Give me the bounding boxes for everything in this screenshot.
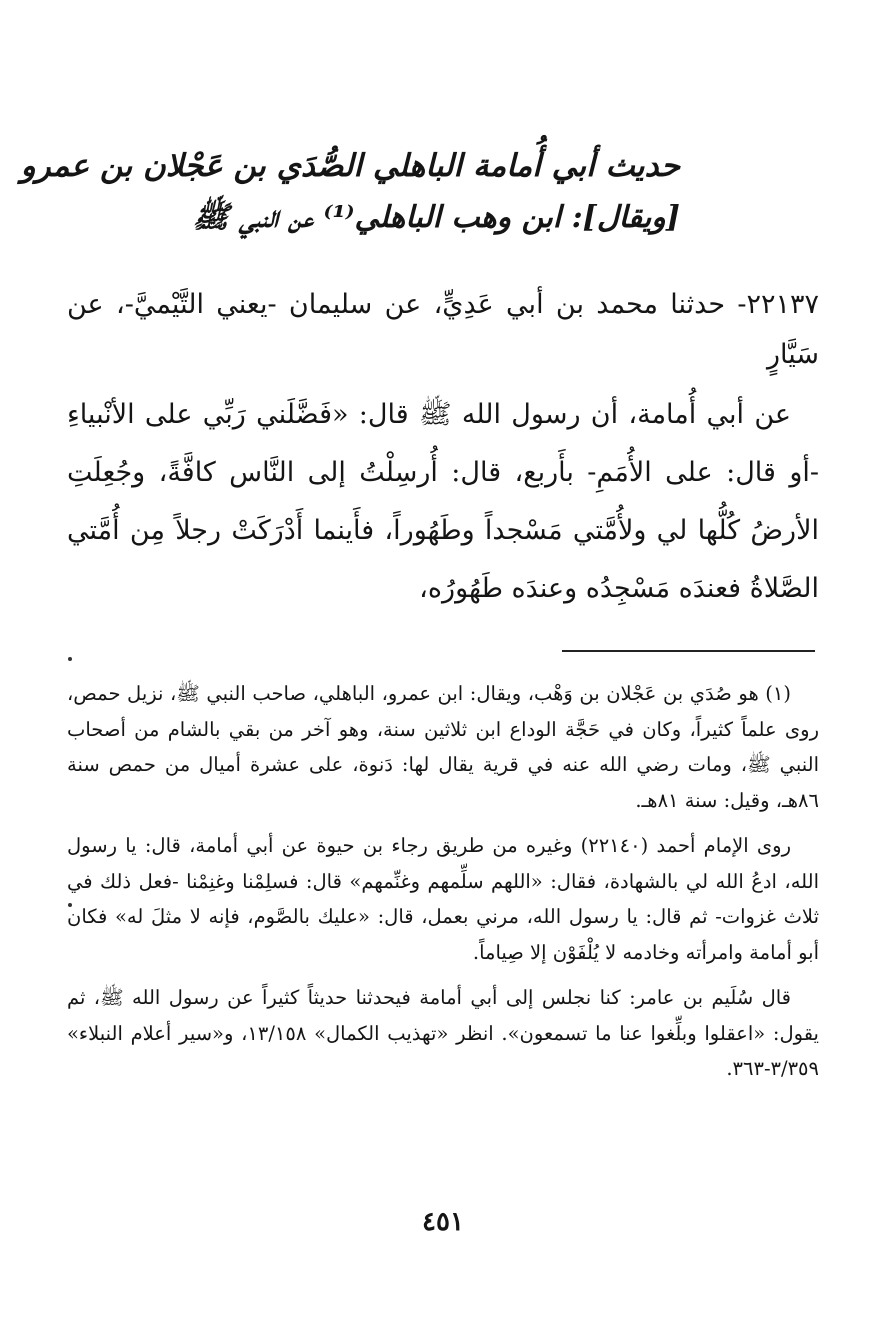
hadith-text (67, 280, 819, 618)
heading-line-2: [ويقال]: ابن وهب الباهلي⁽¹⁾ عن النبي ﷺ (192, 200, 680, 235)
footnotes (67, 676, 819, 1097)
footnote-separator (562, 650, 815, 652)
hadith-chain: ٢٢١٣٧- حدثنا محمد بن أبي عَدِيٍّ، عن سليمان -يعني التَّيْميَّ-، عن سَيَّارٍ (67, 289, 819, 370)
footnote-paragraph: روى الإمام أحمد (٢٢١٤٠) وغيره من طريق رجاء بن حيوة عن أبي أمامة، قال: يا رسول الله، ادعُ الله لي بالشهادة، فقال: «اللهم سلِّمهم وغنِّمهم» قال: فسلِمْنا وغنِمْنا -فعل ذلك في ثلاث غزوات- ثم قال: يا رسول الله، مرني بعمل، قال: «عليك بالصَّوم، فإنه لا مثلَ له» فكان أبو أمامة وامرأته وخادمه لا يُلْفَوْن إلا صِياماً. (67, 834, 819, 964)
chapter-heading (20, 140, 680, 244)
page-number: ٤٥١ (422, 1207, 464, 1237)
heading-line-1: حديث أبي أُمامة الباهلي الصُّدَي بن عَجْلان بن عمرو (20, 148, 680, 184)
hadith-body: عن أبي أُمامة، أن رسول الله ﷺ قال: «فَضَّلَني رَبِّي على الأنْبياءِ -أو قال: على الأُمَمِ- بأَربع، قال: أُرسِلْتُ إلى النَّاس كافَّةً، وجُعِلَتِ الأرضُ كُلُّها لي ولأُمَّتي مَسْجداً وطَهُوراً، فأَينما أَدْرَكَتْ رجلاً مِن أُمَّتي الصَّلاةُ فعندَه مَسْجِدُه وعندَه طَهُورُه، (67, 399, 819, 604)
footnote-paragraph: قال سُلَيم بن عامر: كنا نجلس إلى أبي أمامة فيحدثنا حديثاً كثيراً عن رسول الله ﷺ، ثم يقول: «اعقلوا وبلِّغوا عنا ما تسمعون». انظر «تهذيب الكمال» ١٣/١٥٨، و«سير أعلام النبلاء» ٣/٣٥٩-٣٦٣. (67, 986, 819, 1080)
footnote-paragraph: (١) هو صُدَي بن عَجْلان بن وَهْب، ويقال: ابن عمرو، الباهلي، صاحب النبي ﷺ، نزيل حمص، روى علماً كثيراً، وكان في حَجَّة الوداع ابن ثلاثين سنة، وهو آخر من بقي بالشام من أصحاب النبي ﷺ، ومات رضي الله عنه في قرية يقال لها: دَنوة، على عشرة أميال من حمص سنة ٨٦هـ، وقيل: سنة ٨١هـ. (67, 682, 819, 812)
margin-dot (68, 657, 72, 661)
